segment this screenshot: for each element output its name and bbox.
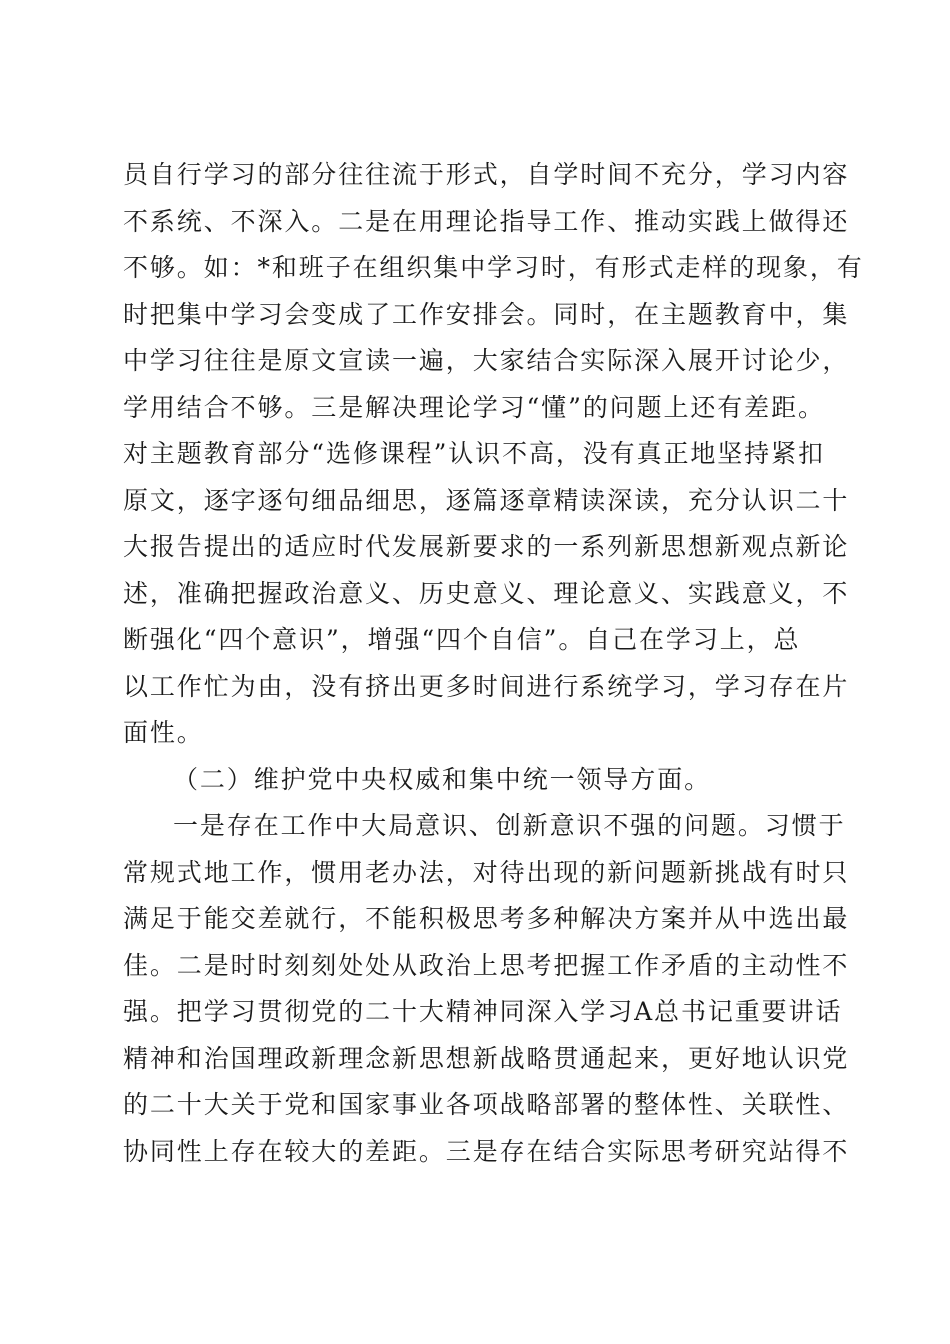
text-line: 以工作忙为由，没有挤出更多时间进行系统学习，学习存在片 (123, 671, 850, 701)
text-line: 面性。 (123, 718, 204, 747)
text-line: 学用结合不够。三是解决理论学习“懂”的问题上还有差距。 (123, 392, 825, 422)
text-line: 中学习往往是原文宣读一遍，大家结合实际深入展开讨论少， (123, 346, 850, 375)
text-line: 员自行学习的部分往往流于形式，自学时间不充分，学习内容 (123, 160, 850, 189)
text-line: 断强化“四个意识”，增强“四个自信”。自己在学习上，总 (123, 625, 801, 654)
text-line: 述，准确把握政治意义、历史意义、理论意义、实践意义，不 (123, 578, 850, 608)
document-body (123, 152, 864, 1175)
text-line: 时把集中学习会变成了工作安排会。同时，在主题教育中，集 (123, 299, 850, 329)
text-line: 强。把学习贯彻党的二十大精神同深入学习A总书记重要讲话 (123, 997, 843, 1026)
text-line: 原文，逐字逐句细品细思，逐篇逐章精读深读，充分认识二十 (123, 485, 850, 515)
text-line: 的二十大关于党和国家事业各项战略部署的整体性、关联性、 (123, 1090, 850, 1119)
text-line: 一是存在工作中大局意识、创新意识不强的问题。习惯于 (173, 811, 846, 840)
text-line: 大报告提出的适应时代发展新要求的一系列新思想新观点新论 (123, 532, 850, 561)
section-heading: （二）维护党中央权威和集中统一领导方面。 (173, 764, 712, 794)
text-line: 协同性上存在较大的差距。三是存在结合实际思考研究站得不 (123, 1136, 850, 1166)
text-line: 对主题教育部分“选修课程”认识不高，没有真正地坚持紧扣 (123, 439, 825, 468)
text-line: 不够。如：*和班子在组织集中学习时，有形式走样的现象，有 (123, 253, 864, 282)
text-line: 精神和治国理政新理念新思想新战略贯通起来，更好地认识党 (123, 1043, 850, 1073)
text-line: 常规式地工作，惯用老办法，对待出现的新问题新挑战有时只 (123, 857, 850, 887)
text-line: 不系统、不深入。二是在用理论指导工作、推动实践上做得还 (123, 206, 850, 236)
text-line: 佳。二是时时刻刻处处从政治上思考把握工作矛盾的主动性不 (123, 950, 850, 980)
text-line: 满足于能交差就行，不能积极思考多种解决方案并从中选出最 (123, 904, 850, 933)
